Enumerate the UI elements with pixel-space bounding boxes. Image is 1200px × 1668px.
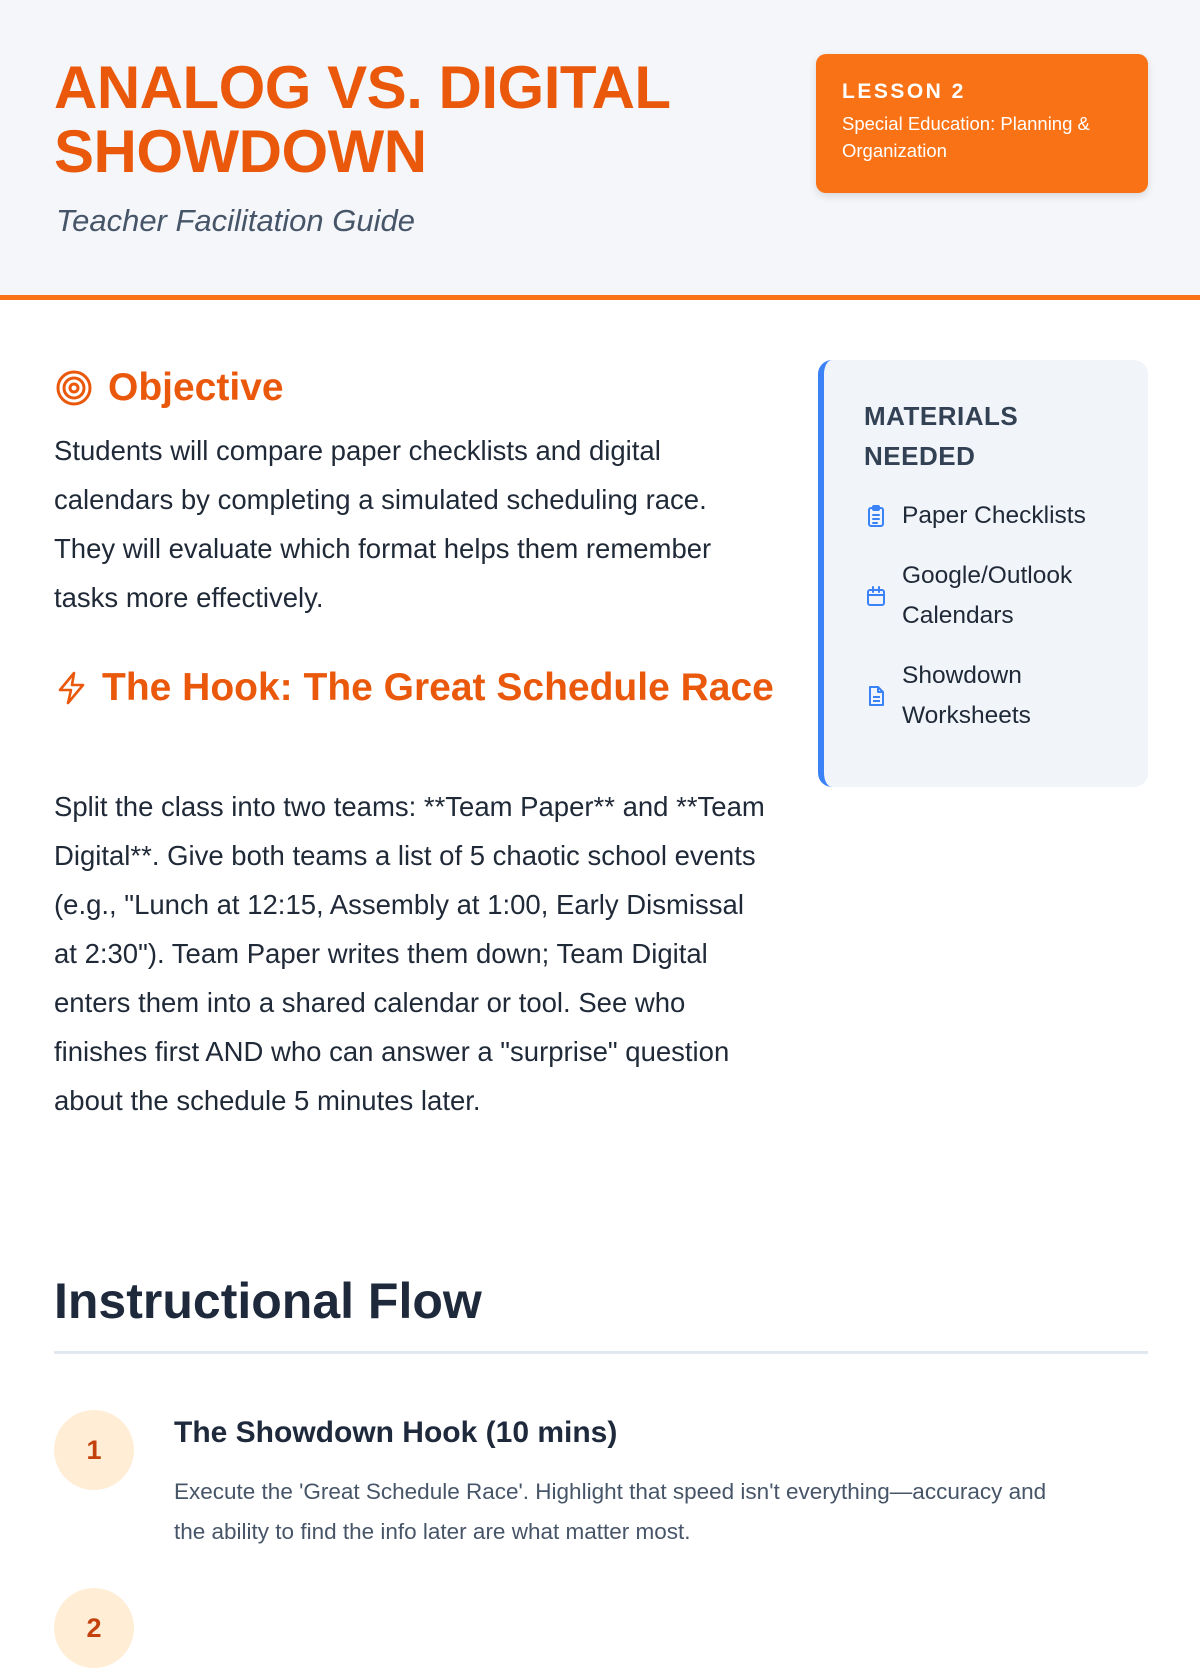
instructional-flow-title: Instructional Flow xyxy=(54,1273,482,1329)
lesson-badge xyxy=(816,54,1148,193)
material-item xyxy=(864,556,1114,636)
target-icon xyxy=(54,368,94,408)
page-header xyxy=(0,0,1200,300)
materials-panel xyxy=(818,360,1148,787)
material-item xyxy=(864,496,1114,536)
hook-heading-text: The Hook: The Great Schedule Race xyxy=(102,666,774,709)
section-divider xyxy=(54,1351,1148,1354)
hook-text: Split the class into two teams: **Team Paper** and **Team Digital**. Give both teams a list of 5 chaotic school events (e.g., "Lunch at 12:15, Assembly at 1:00, Early Dismissal at 2:30"). Team Paper writes them down; Team Digital enters them into a shared calendar or tool. See who finishes first AND who can answer a "surprise" question about the schedule 5 minutes later. xyxy=(54,791,765,1116)
material-label: Paper Checklists xyxy=(902,502,1086,529)
objective-heading-text: Objective xyxy=(108,366,284,409)
hook-heading xyxy=(54,662,774,714)
lesson-label: LESSON 2 xyxy=(842,80,966,103)
objective-heading xyxy=(54,362,284,414)
materials-title: MATERIALS NEEDED xyxy=(864,401,1019,471)
step-title: The Showdown Hook (10 mins) xyxy=(174,1416,618,1449)
page-title: ANALOG VS. DIGITAL SHOWDOWN xyxy=(54,54,670,185)
step-number-badge: 1 xyxy=(54,1410,134,1490)
page-subtitle: Teacher Facilitation Guide xyxy=(56,203,415,238)
step-description: Execute the 'Great Schedule Race'. Highlight that speed isn't everything—accuracy and the ability to find the info later are what matter most. xyxy=(174,1479,1047,1544)
material-item xyxy=(864,656,1114,736)
step-number-badge: 2 xyxy=(54,1588,134,1668)
lightning-icon xyxy=(54,670,90,706)
objective-text: Students will compare paper checklists and digital calendars by completing a simulated scheduling race. They will evaluate which format helps them remember tasks more effectively. xyxy=(54,435,712,613)
calendar-icon xyxy=(864,584,888,608)
clipboard-icon xyxy=(864,504,888,528)
material-label: Showdown Worksheets xyxy=(902,662,1031,729)
material-label: Google/Outlook Calendars xyxy=(902,562,1073,629)
lesson-course: Special Education: Planning & Organization xyxy=(842,113,1090,161)
document-icon xyxy=(864,684,888,708)
